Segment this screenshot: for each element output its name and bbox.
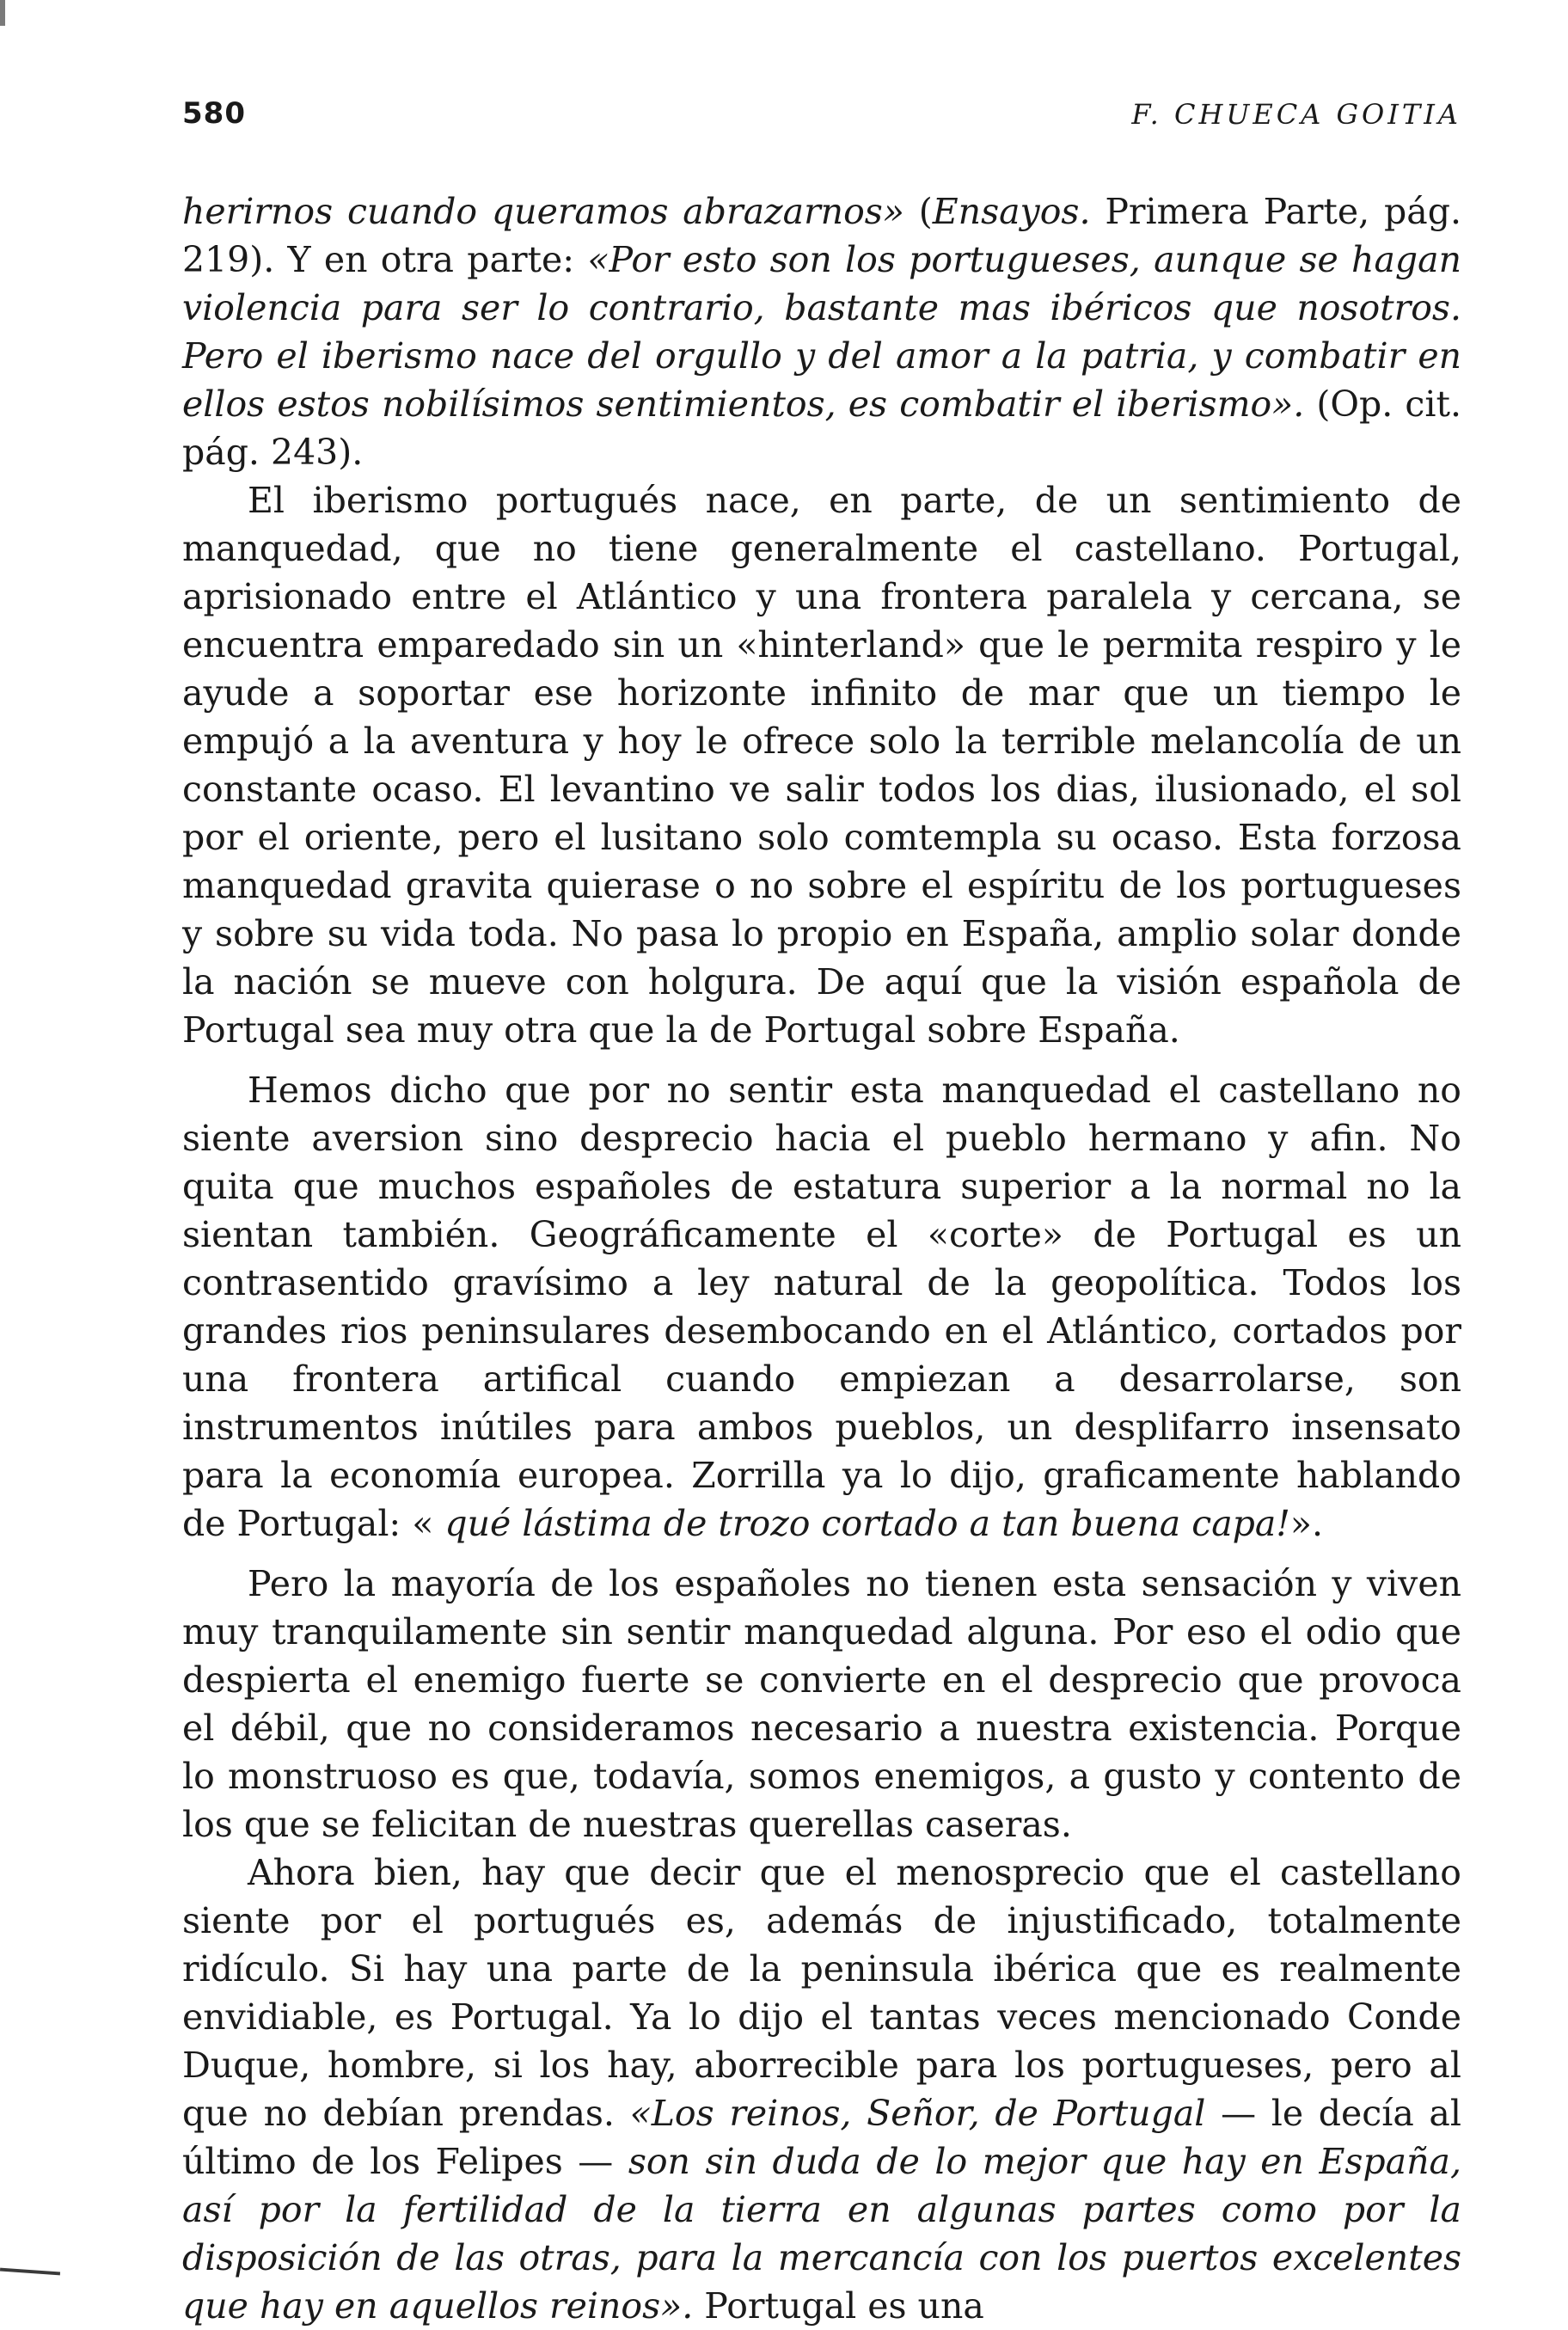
page-header [182,96,1461,148]
paragraph-2: El iberismo portugués nace, en parte, de un sentimiento de manquedad, que no tiene generalmente el castellano. Portugal, aprisionado entre el Atlántico y una frontera paralela y cercana, se encuentra emparedado sin un «hinterland» que le permita respiro y le ayude a soportar ese horizonte infinito de mar que un tiempo le empujó a la aventura y hoy le ofrece solo la terrible melancolía de un constante ocaso. El levantino ve salir todos los dias, ilusionado, el sol por el oriente, pero el lusitano solo comtempla su ocaso. Esta forzosa manquedad gravita quierase o no sobre el espíritu de los portugueses y sobre su vida toda. No pasa lo propio en España, amplio solar donde la nación se mueve con holgura. De aquí que la visión española de Portugal sea muy otra que la de Portugal sobre España. [182,480,1461,1051]
page-number: 580 [182,96,246,131]
running-head-author: F. CHUECA GOITIA [1131,98,1461,131]
paragraph-4: Pero la mayoría de los españoles no tienen esta sensación y viven muy tranquilamente sin sentir manquedad alguna. Por eso el odio que despierta el enemigo fuerte se convierte en el desprecio que provoca el débil, que no consideramos necesario a nuestra existencia. Porque lo monstruoso es que, todavía, somos enemigos, a gusto y contento de los que se felicitan de nuestras querellas caseras. [182,1563,1461,1845]
text-run: Hemos dicho que por no sentir esta manquedad el castellano no siente aversion sino desprecio hacia el pueblo hermano y afin. No quita que muchos españoles de estatura superior a la normal no la sientan también. Geográficamente el «corte» de Portugal es un contrasentido gravísimo a ley natural de la geopolítica. Todos los grandes rios peninsulares desembocando en el Atlántico, cortados por una frontera artifical cuando empiezan a desarrolarse, son instrumentos inútiles para ambos pueblos, un desplifarro insensato para la economía europea. Zorrilla ya lo dijo, graficamente hablando de Portugal: « [182,1070,1461,1544]
text-run: (Op. cit. pág. 243). [182,383,1461,473]
paragraph-1 [182,187,1461,476]
citation-italic: Ensayos. [932,191,1091,232]
paragraph-5 [182,1849,1461,2330]
body-text [182,187,1461,2330]
text-run: ( [903,191,933,232]
quote-italic: «Los reinos, Señor, de Portugal [629,2093,1206,2134]
quote-italic: «Por esto son los portugueses, aunque se hagan violencia para ser lo contrario, bastante mas ibéricos que nosotros. Pero el iberismo nace del orgullo y del amor a la patria, y combatir en ellos estos nobilísimos sentimientos, es combatir el iberismo». [182,239,1462,425]
text-run: Primera Parte, pág. 219). Y en otra parte: [182,191,1461,280]
quote-italic: qué lástima de trozo cortado a tan buena capa! [444,1503,1290,1544]
paragraph-3 [182,1066,1461,1548]
quote-italic: herirnos cuando queramos abrazarnos» [182,191,904,232]
scan-edge-mark [0,2268,60,2276]
quote-italic: son sin duda de lo mejor que hay en España, así por la fertilidad de la tierra en algunas partes como por la disposición de las otras, para la mercancía con los puertos excelentes que hay en aquellos reinos». [182,2141,1461,2327]
scan-edge-mark [0,0,5,26]
text-run: Portugal es una [693,2285,984,2327]
text-run: — le decía al último de los Felipes — [182,2093,1461,2182]
text-run: Ahora bien, hay que decir que el menosprecio que el castellano siente por el portugués es, además de injustificado, totalmente ridículo. Si hay una parte de la peninsula ibérica que es realmente envidiable, es Portugal. Ya lo dijo el tantas veces mencionado Conde Duque, hombre, si los hay, aborrecible para los portugueses, pero al que no debían prendas. [182,1852,1461,2134]
text-run: ». [1289,1503,1323,1544]
